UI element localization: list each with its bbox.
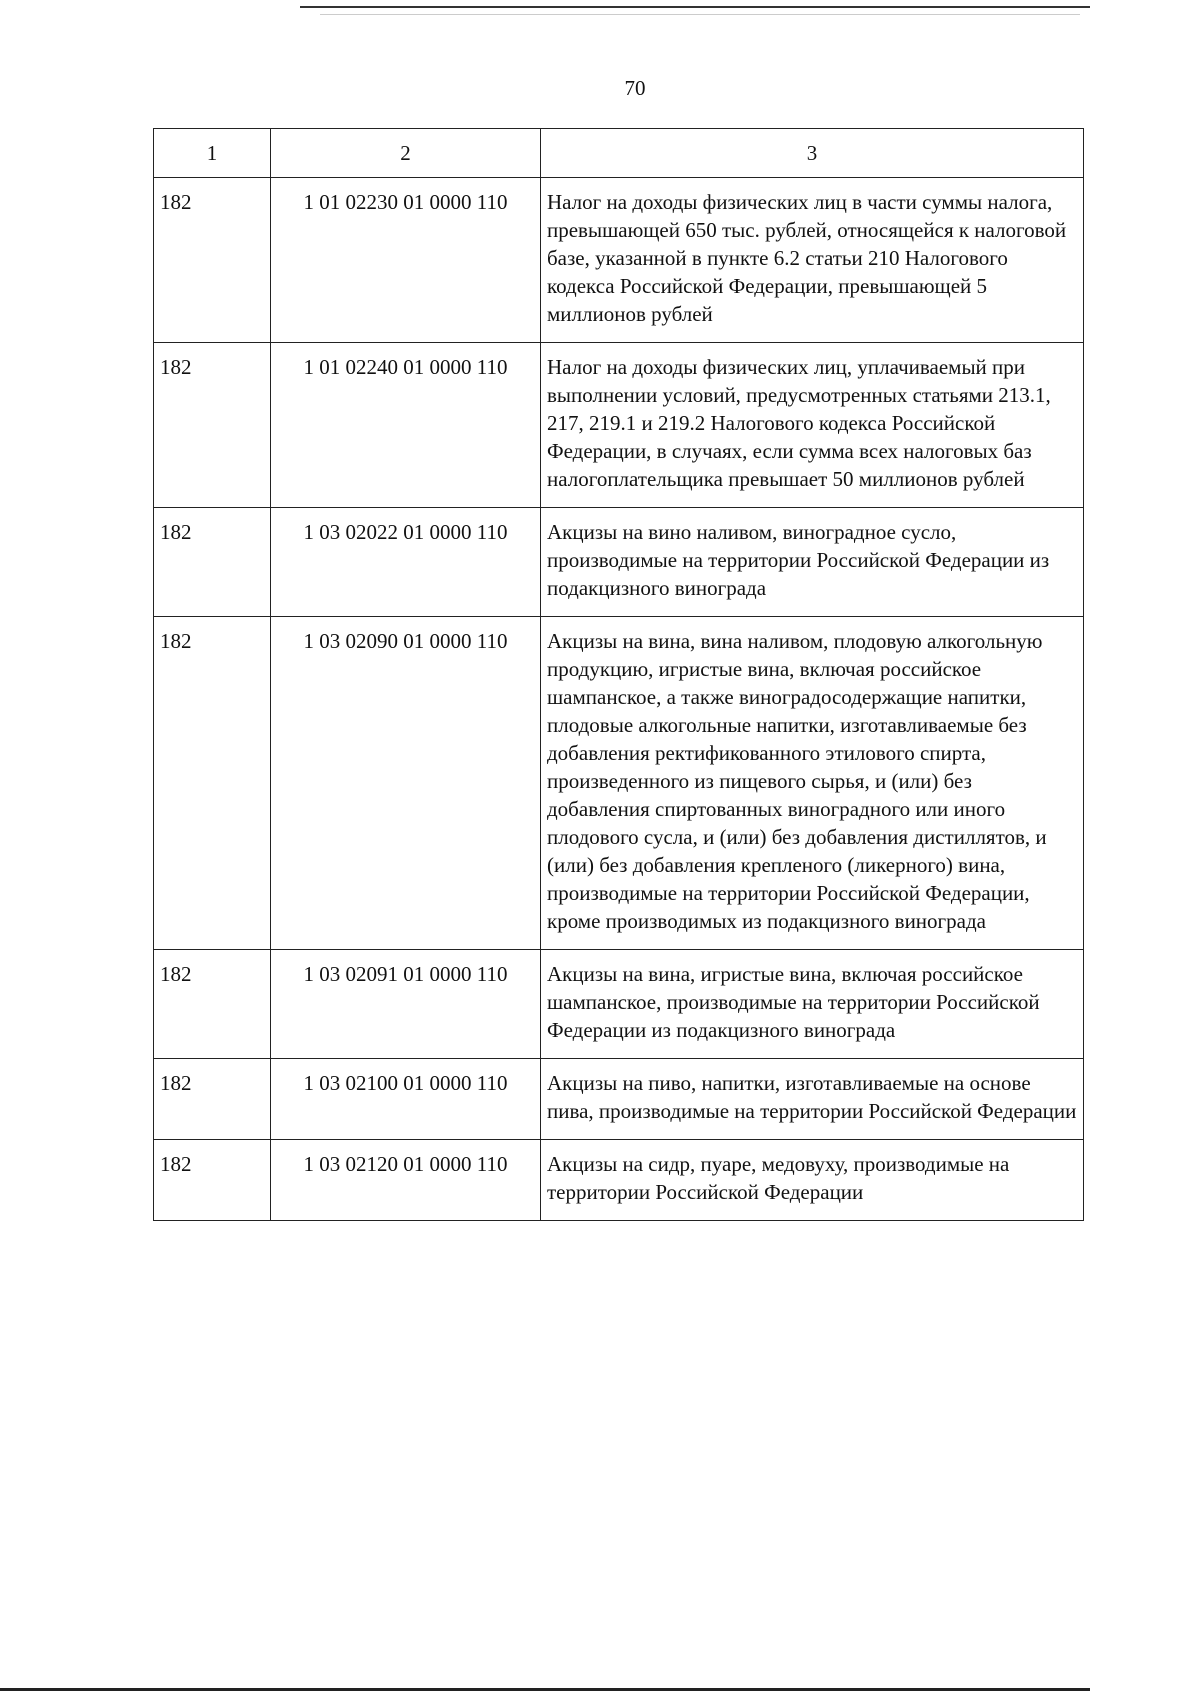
revenue-code-cell: 1 03 02120 01 0000 110 <box>271 1140 541 1221</box>
bottom-border-line <box>0 1688 1090 1691</box>
table-row <box>154 1140 1084 1221</box>
revenue-code-cell: 1 01 02230 01 0000 110 <box>271 178 541 343</box>
header-col-1: 1 <box>154 129 271 178</box>
revenue-code-cell: 1 03 02100 01 0000 110 <box>271 1059 541 1140</box>
admin-code-cell: 182 <box>154 178 271 343</box>
header-col-2: 2 <box>271 129 541 178</box>
admin-code-cell: 182 <box>154 1140 271 1221</box>
table-row <box>154 617 1084 950</box>
description-cell: Акцизы на сидр, пуаре, медовуху, производимые на территории Российской Федерации <box>541 1140 1084 1221</box>
revenue-code-cell: 1 03 02090 01 0000 110 <box>271 617 541 950</box>
header-col-3: 3 <box>541 129 1084 178</box>
table-header-row <box>154 129 1084 178</box>
table-row <box>154 1059 1084 1140</box>
top-border-line <box>300 6 1090 8</box>
page-number: 70 <box>624 76 646 100</box>
revenue-code-cell: 1 03 02091 01 0000 110 <box>271 950 541 1059</box>
description-cell: Акцизы на вина, вина наливом, плодовую алкогольную продукцию, игристые вина, включая российское шампанское, а также виноградосодержащие напитки, плодовые алкогольные напитки, изготавливаемые без добавления ректификованного этилового спирта, произведенного из пищевого сырья, и (или) без добавления спиртованных виноградного или иного плодового сусла, и (или) без добавления дистиллятов, и (или) без добавления крепленого (ликерного) вина, производимые на территории Российской Федерации, кроме производимых из подакцизного винограда <box>541 617 1084 950</box>
admin-code-cell: 182 <box>154 617 271 950</box>
admin-code-cell: 182 <box>154 343 271 508</box>
table-row <box>154 343 1084 508</box>
admin-code-cell: 182 <box>154 950 271 1059</box>
revenue-code-cell: 1 03 02022 01 0000 110 <box>271 508 541 617</box>
description-cell: Налог на доходы физических лиц, уплачиваемый при выполнении условий, предусмотренных статьями 213.1, 217, 219.1 и 219.2 Налогового кодекса Российской Федерации, в случаях, если сумма всех налоговых баз налогоплательщика превышает 50 миллионов рублей <box>541 343 1084 508</box>
description-cell: Налог на доходы физических лиц в части суммы налога, превышающей 650 тыс. рублей, относящейся к налоговой базе, указанной в пункте 6.2 статьи 210 Налогового кодекса Российской Федерации, превышающей 5 миллионов рублей <box>541 178 1084 343</box>
revenue-code-cell: 1 01 02240 01 0000 110 <box>271 343 541 508</box>
table-row <box>154 508 1084 617</box>
description-cell: Акцизы на пиво, напитки, изготавливаемые на основе пива, производимые на территории Российской Федерации <box>541 1059 1084 1140</box>
table-row <box>154 178 1084 343</box>
admin-code-cell: 182 <box>154 1059 271 1140</box>
table-row <box>154 950 1084 1059</box>
classification-table <box>153 128 1084 1221</box>
description-cell: Акцизы на вина, игристые вина, включая российское шампанское, производимые на территории Российской Федерации из подакцизного винограда <box>541 950 1084 1059</box>
admin-code-cell: 182 <box>154 508 271 617</box>
top-border-line-faint <box>320 14 1080 15</box>
description-cell: Акцизы на вино наливом, виноградное сусло, производимые на территории Российской Федерации из подакцизного винограда <box>541 508 1084 617</box>
